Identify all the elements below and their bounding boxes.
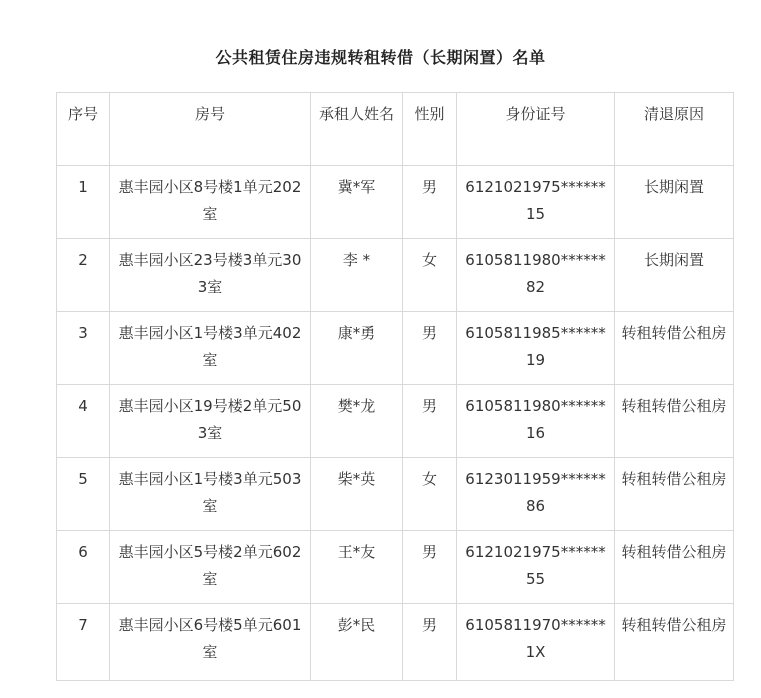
cell-reason: 长期闲置 [615, 166, 734, 239]
cell-id-number: 6105811985******19 [457, 312, 615, 385]
cell-room: 惠丰园小区5号楼2单元602室 [110, 531, 311, 604]
cell-id-number: 6105811980******16 [457, 385, 615, 458]
table-row [57, 604, 734, 681]
cell-reason: 转租转借公租房 [615, 385, 734, 458]
header-id-number: 身份证号 [457, 93, 615, 166]
table-row [57, 312, 734, 385]
table-row [57, 531, 734, 604]
table-row [57, 458, 734, 531]
header-room: 房号 [110, 93, 311, 166]
header-tenant-name: 承租人姓名 [311, 93, 403, 166]
cell-room: 惠丰园小区23号楼3单元303室 [110, 239, 311, 312]
cell-seq: 4 [57, 385, 110, 458]
violation-list-table [56, 92, 734, 681]
cell-id-number: 6121021975******15 [457, 166, 615, 239]
header-seq: 序号 [57, 93, 110, 166]
cell-room: 惠丰园小区1号楼3单元402室 [110, 312, 311, 385]
cell-reason: 长期闲置 [615, 239, 734, 312]
cell-gender: 男 [403, 604, 457, 681]
cell-id-number: 6121021975******55 [457, 531, 615, 604]
cell-reason: 转租转借公租房 [615, 312, 734, 385]
header-gender: 性别 [403, 93, 457, 166]
cell-tenant-name: 王*友 [311, 531, 403, 604]
cell-seq: 1 [57, 166, 110, 239]
table-header-row [57, 93, 734, 166]
cell-tenant-name: 冀*军 [311, 166, 403, 239]
cell-tenant-name: 樊*龙 [311, 385, 403, 458]
page-title: 公共租赁住房违规转租转借（长期闲置）名单 [215, 48, 546, 67]
cell-room: 惠丰园小区8号楼1单元202室 [110, 166, 311, 239]
cell-room: 惠丰园小区19号楼2单元503室 [110, 385, 311, 458]
cell-tenant-name: 康*勇 [311, 312, 403, 385]
cell-gender: 男 [403, 531, 457, 604]
header-reason: 清退原因 [615, 93, 734, 166]
cell-gender: 男 [403, 312, 457, 385]
cell-tenant-name: 李 * [311, 239, 403, 312]
table-row [57, 239, 734, 312]
cell-gender: 男 [403, 166, 457, 239]
cell-gender: 男 [403, 385, 457, 458]
cell-reason: 转租转借公租房 [615, 531, 734, 604]
cell-id-number: 6123011959******86 [457, 458, 615, 531]
cell-seq: 7 [57, 604, 110, 681]
cell-tenant-name: 彭*民 [311, 604, 403, 681]
cell-seq: 5 [57, 458, 110, 531]
cell-seq: 3 [57, 312, 110, 385]
cell-reason: 转租转借公租房 [615, 458, 734, 531]
cell-reason: 转租转借公租房 [615, 604, 734, 681]
cell-seq: 6 [57, 531, 110, 604]
table-row [57, 385, 734, 458]
cell-id-number: 6105811970******1X [457, 604, 615, 681]
table-row [57, 166, 734, 239]
cell-gender: 女 [403, 458, 457, 531]
cell-id-number: 6105811980******82 [457, 239, 615, 312]
cell-seq: 2 [57, 239, 110, 312]
cell-room: 惠丰园小区6号楼5单元601室 [110, 604, 311, 681]
cell-gender: 女 [403, 239, 457, 312]
cell-room: 惠丰园小区1号楼3单元503室 [110, 458, 311, 531]
cell-tenant-name: 柴*英 [311, 458, 403, 531]
